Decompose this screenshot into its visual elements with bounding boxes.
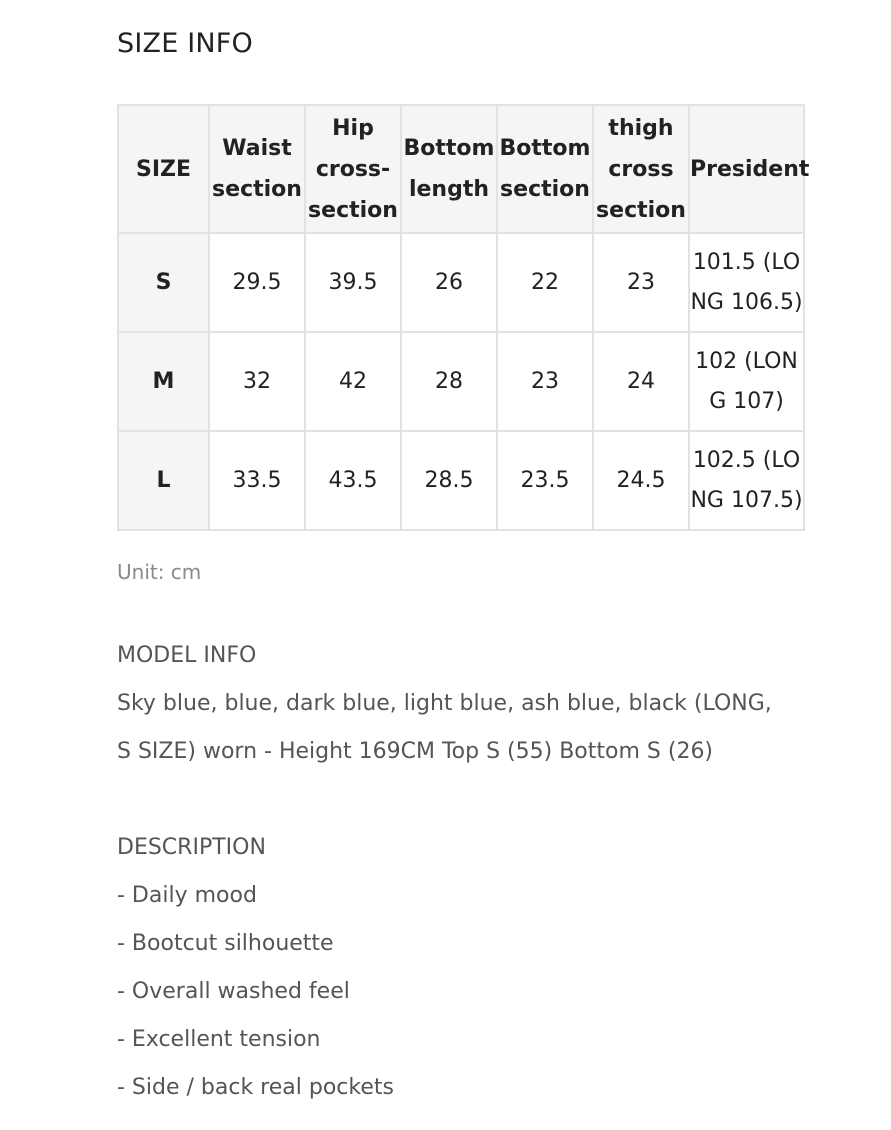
length-value: 28.5 xyxy=(401,431,497,530)
description-heading: DESCRIPTION xyxy=(117,835,266,860)
president-value: 101.5 (LONG 106.5) xyxy=(689,233,804,332)
model-info-text: Sky blue, blue, dark blue, light blue, ash blue, black (LONG, S SIZE) worn - Height 169CM Top S (55) Bottom S (26) xyxy=(117,691,772,764)
bottom-value: 22 xyxy=(497,233,593,332)
hip-value: 42 xyxy=(305,332,401,431)
waist-value: 33.5 xyxy=(209,431,305,530)
column-header-length: Bottom length xyxy=(401,105,497,233)
size-table xyxy=(117,104,810,531)
size-info-title: SIZE INFO xyxy=(117,28,253,59)
length-value: 28 xyxy=(401,332,497,431)
column-header-president: President xyxy=(689,105,804,233)
description-section xyxy=(117,824,777,1112)
president-value: 102 (LONG 107) xyxy=(689,332,804,431)
column-header-thigh: thigh cross section xyxy=(593,105,689,233)
column-header-bottom: Bottom section xyxy=(497,105,593,233)
size-label: L xyxy=(118,431,209,530)
size-label: M xyxy=(118,332,209,431)
size-label: S xyxy=(118,233,209,332)
president-value: 102.5 (LONG 107.5) xyxy=(689,431,804,530)
waist-value: 32 xyxy=(209,332,305,431)
unit-note: Unit: cm xyxy=(117,560,202,584)
model-info-section xyxy=(117,632,777,776)
thigh-value: 24 xyxy=(593,332,689,431)
table-row xyxy=(118,332,804,431)
waist-value: 29.5 xyxy=(209,233,305,332)
description-item: - Side / back real pockets xyxy=(117,1075,394,1100)
column-header-waist: Waist section xyxy=(209,105,305,233)
bottom-value: 23 xyxy=(497,332,593,431)
description-item: - Daily mood xyxy=(117,883,257,908)
column-header-size: SIZE xyxy=(118,105,209,233)
column-header-hip: Hip cross-section xyxy=(305,105,401,233)
hip-value: 43.5 xyxy=(305,431,401,530)
hip-value: 39.5 xyxy=(305,233,401,332)
bottom-value: 23.5 xyxy=(497,431,593,530)
thigh-value: 23 xyxy=(593,233,689,332)
description-item: - Overall washed feel xyxy=(117,979,350,1004)
table-row xyxy=(118,233,804,332)
model-info-heading: MODEL INFO xyxy=(117,643,257,668)
table-row xyxy=(118,431,804,530)
description-item: - Excellent tension xyxy=(117,1027,321,1052)
table-header-row xyxy=(118,105,804,233)
thigh-value: 24.5 xyxy=(593,431,689,530)
description-item: - Bootcut silhouette xyxy=(117,931,334,956)
length-value: 26 xyxy=(401,233,497,332)
